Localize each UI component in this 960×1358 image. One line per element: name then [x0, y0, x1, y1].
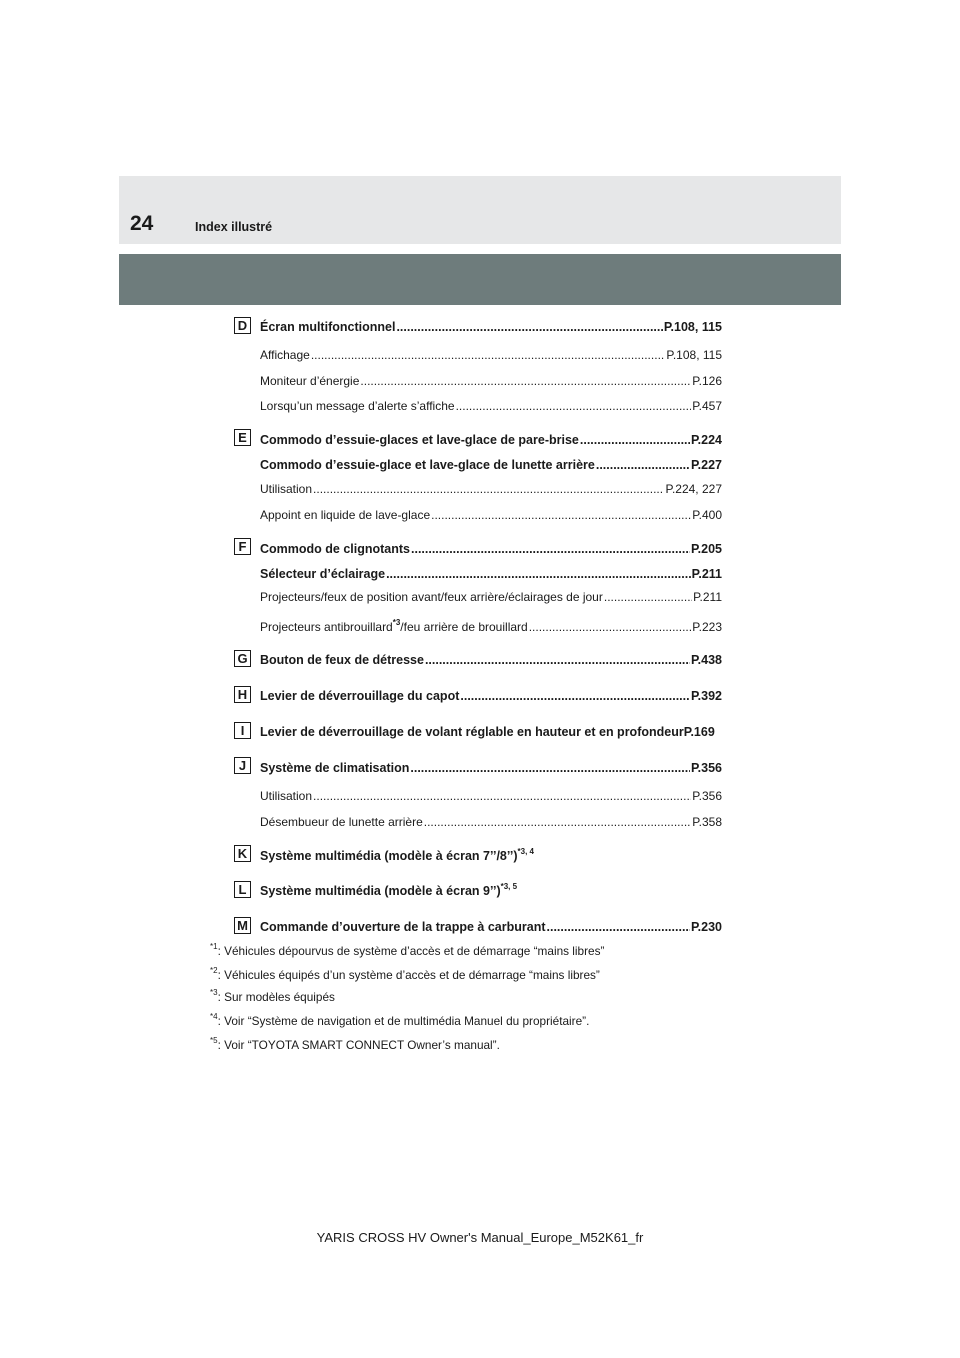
leader-dots — [313, 483, 664, 495]
index-entry-climatisation[interactable] — [260, 762, 722, 775]
footnote-text: : Véhicules dépourvus de système d’accès et de démarrage “mains libres” — [217, 944, 605, 958]
entry-label: Désembueur de lunette arrière — [260, 815, 423, 829]
entry-label: Projecteurs/feux de position avant/feux arrière/éclairages de jour — [260, 590, 603, 604]
entry-page[interactable]: P.169 — [683, 725, 715, 739]
entry-page[interactable]: P.358 — [692, 815, 722, 829]
leader-dots — [425, 654, 690, 667]
footnote-text: : Sur modèles équipés — [217, 990, 335, 1004]
footnote-3 — [210, 988, 335, 1004]
letter-box-k: K — [234, 845, 251, 862]
entry-label: Système de climatisation — [260, 761, 410, 775]
entry-page[interactable]: P.230 — [690, 920, 722, 934]
entry-label: Commodo d’essuie-glaces et lave-glace de pare-brise — [260, 433, 579, 447]
leader-dots — [410, 762, 690, 775]
letter-box-l: L — [234, 881, 251, 898]
entry-page[interactable]: P.223 — [692, 620, 722, 634]
leader-dots — [311, 349, 666, 361]
leader-dots — [313, 790, 691, 802]
index-entry-detresse[interactable] — [260, 654, 722, 667]
entry-label: Commodo d’essuie-glace et lave-glace de lunette arrière — [260, 458, 595, 472]
index-entry-clignotants[interactable] — [260, 543, 722, 556]
leader-dots — [360, 375, 691, 387]
index-entry-essuie-arriere[interactable] — [260, 459, 722, 472]
entry-page[interactable]: P.126 — [692, 374, 722, 388]
index-entry-alerte[interactable] — [260, 400, 722, 412]
footnote-ref: *3, 5 — [500, 882, 518, 891]
letter-box-h: H — [234, 686, 251, 703]
entry-label — [260, 882, 518, 898]
entry-label: Utilisation — [260, 789, 313, 803]
entry-label: Bouton de feux de détresse — [260, 653, 424, 667]
index-entry-volant[interactable] — [260, 726, 715, 739]
leader-dots — [529, 621, 691, 633]
footnote-ref: *3, 4 — [517, 847, 534, 856]
entry-label: Levier de déverrouillage de volant réglable en hauteur et en profondeur — [260, 725, 684, 739]
letter-box-g: G — [234, 650, 251, 667]
index-entry-projecteurs[interactable] — [260, 591, 722, 603]
index-entry-essuie-avant[interactable] — [260, 434, 722, 447]
index-entry-utilisation-essuie[interactable] — [260, 483, 722, 495]
entry-page[interactable]: P.205 — [690, 542, 722, 556]
footnote-mark: *1 — [210, 942, 218, 951]
letter-box-j: J — [234, 757, 251, 774]
letter-box-i: I — [234, 722, 251, 739]
entry-label: Écran multifonctionnel — [260, 320, 396, 334]
footnote-text: : Voir “TOYOTA SMART CONNECT Owner’s manual”. — [217, 1038, 500, 1052]
entry-label: Sélecteur d’éclairage — [260, 567, 386, 581]
entry-label-part-a: Projecteurs antibrouillard — [260, 620, 393, 634]
entry-page[interactable]: P.224, 227 — [665, 482, 722, 496]
entry-label: Moniteur d’énergie — [260, 374, 360, 388]
entry-page[interactable]: P.400 — [692, 508, 722, 522]
index-entry-capot[interactable] — [260, 690, 722, 703]
index-entry-moniteur[interactable] — [260, 375, 722, 387]
index-entry-multimedia-9[interactable] — [260, 882, 518, 898]
letter-box-e: E — [234, 429, 251, 446]
leader-dots — [604, 591, 692, 603]
letter-box-f: F — [234, 538, 251, 555]
page-number: 24 — [130, 212, 154, 235]
footnote-4 — [210, 1012, 590, 1028]
index-entry-appoint[interactable] — [260, 509, 722, 521]
entry-page[interactable]: P.211 — [691, 567, 722, 581]
leader-dots — [424, 816, 691, 828]
leader-dots — [411, 543, 690, 556]
index-entry-carburant[interactable] — [260, 921, 722, 934]
leader-dots — [386, 568, 691, 581]
leader-dots — [596, 459, 690, 472]
footnote-mark: *3 — [210, 988, 218, 997]
entry-page[interactable]: P.356 — [692, 789, 722, 803]
leader-dots — [456, 400, 692, 412]
footnote-5 — [210, 1036, 500, 1052]
letter-box-d: D — [234, 317, 251, 334]
entry-page[interactable]: P.108, 115 — [666, 348, 722, 362]
entry-label: Lorsqu’un message d’alerte s’affiche — [260, 399, 455, 413]
entry-page[interactable]: P.457 — [692, 399, 722, 413]
index-entry-desembueur[interactable] — [260, 816, 722, 828]
letter-box-m: M — [234, 917, 251, 934]
entry-label: Commodo de clignotants — [260, 542, 410, 556]
footnote-1 — [210, 942, 605, 958]
footnote-text: : Voir “Système de navigation et de multimédia Manuel du propriétaire”. — [217, 1014, 590, 1028]
entry-label-part-b: /feu arrière de brouillard — [400, 620, 528, 634]
entry-label — [260, 618, 528, 634]
leader-dots — [431, 509, 691, 521]
footnote-text: : Véhicules équipés d’un système d’accès et de démarrage “mains libres” — [217, 968, 600, 982]
index-entry-affichage[interactable] — [260, 349, 722, 361]
entry-label: Commande d’ouverture de la trappe à carburant — [260, 920, 546, 934]
footnote-mark: *4 — [210, 1012, 218, 1021]
footnote-ref: *3 — [392, 618, 401, 627]
entry-label: Levier de déverrouillage du capot — [260, 689, 460, 703]
index-entry-multimedia-78[interactable] — [260, 847, 534, 863]
entry-label: Utilisation — [260, 482, 313, 496]
index-entry-ecran[interactable] — [260, 321, 722, 334]
leader-dots — [547, 921, 690, 934]
entry-page[interactable]: P.211 — [693, 590, 722, 604]
entry-page[interactable]: P.224 — [690, 433, 722, 447]
leader-dots — [580, 434, 690, 447]
page-footer: YARIS CROSS HV Owner's Manual_Europe_M52K61_fr — [316, 1230, 644, 1245]
footnote-mark: *2 — [210, 966, 218, 975]
entry-label: Affichage — [260, 348, 310, 362]
index-entry-antibrouillard[interactable] — [260, 618, 722, 634]
entry-page[interactable]: P.108, 115 — [663, 320, 722, 334]
entry-page[interactable]: P.392 — [690, 689, 722, 703]
footnote-mark: *5 — [210, 1036, 218, 1045]
leader-dots — [460, 690, 690, 703]
footnote-2 — [210, 966, 600, 982]
entry-label — [260, 847, 534, 863]
entry-label-text: Système multimédia (modèle à écran 9’’) — [260, 884, 501, 898]
entry-page[interactable]: P.438 — [690, 653, 722, 667]
index-entry-eclairage[interactable] — [260, 568, 722, 581]
section-title: Index illustré — [195, 220, 273, 234]
leader-dots — [396, 321, 662, 334]
entry-page[interactable]: P.356 — [690, 761, 722, 775]
entry-page[interactable]: P.227 — [690, 458, 722, 472]
index-entry-utilisation-clim[interactable] — [260, 790, 722, 802]
section-banner — [119, 254, 841, 305]
entry-label: Appoint en liquide de lave-glace — [260, 508, 431, 522]
entry-label-text: Système multimédia (modèle à écran 7’’/8’’) — [260, 849, 518, 863]
